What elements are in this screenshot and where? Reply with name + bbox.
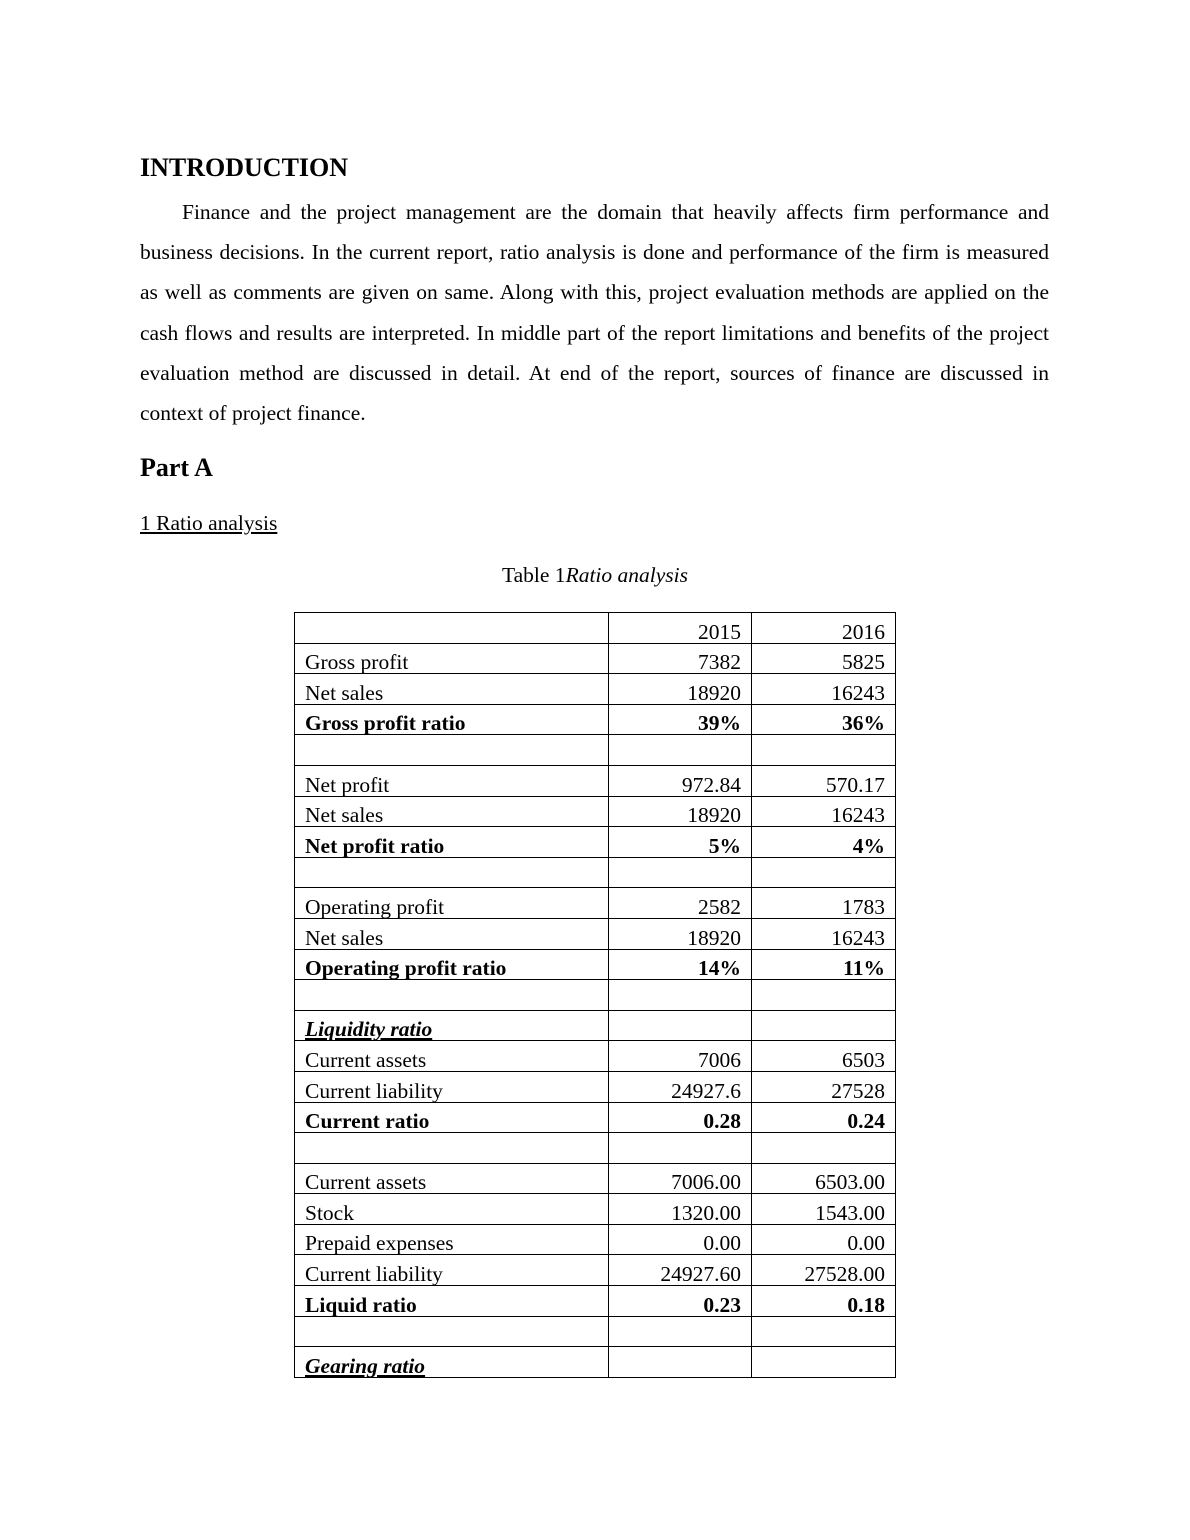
value-2016-cell: 16243 — [752, 796, 896, 827]
value-2015-cell — [609, 857, 752, 888]
value-2015-cell: 2582 — [609, 888, 752, 919]
value-2016-cell: 570.17 — [752, 765, 896, 796]
row-label-cell — [295, 980, 609, 1011]
value-2015-cell: 24927.60 — [609, 1255, 752, 1286]
table-row — [295, 1194, 896, 1225]
table-row — [295, 643, 896, 674]
table-row — [295, 1041, 896, 1072]
row-label-cell: Gearing ratio — [295, 1347, 609, 1378]
value-2016-cell — [752, 857, 896, 888]
value-2016-cell — [752, 1133, 896, 1164]
value-2015-cell: 0.00 — [609, 1224, 752, 1255]
table-caption — [0, 560, 1190, 590]
part-a-heading: Part A — [140, 453, 213, 482]
header-cell-2015: 2015 — [609, 613, 752, 644]
row-label-cell: Current assets — [295, 1163, 609, 1194]
value-2015-cell — [609, 1347, 752, 1378]
table-row — [295, 1071, 896, 1102]
table-row — [295, 704, 896, 735]
row-label-cell: Current liability — [295, 1071, 609, 1102]
header-cell-2016: 2016 — [752, 613, 896, 644]
value-2015-cell — [609, 980, 752, 1011]
row-label-cell: Current ratio — [295, 1102, 609, 1133]
table-row — [295, 918, 896, 949]
value-2015-cell: 7006 — [609, 1041, 752, 1072]
row-label-cell: Operating profit — [295, 888, 609, 919]
value-2016-cell: 27528 — [752, 1071, 896, 1102]
header-cell-label — [295, 613, 609, 644]
value-2016-cell — [752, 1316, 896, 1347]
value-2016-cell: 16243 — [752, 918, 896, 949]
value-2015-cell: 7382 — [609, 643, 752, 674]
value-2016-cell — [752, 980, 896, 1011]
row-label-cell: Gross profit — [295, 643, 609, 674]
value-2016-cell: 6503.00 — [752, 1163, 896, 1194]
table-row — [295, 827, 896, 858]
value-2015-cell — [609, 1133, 752, 1164]
value-2015-cell — [609, 1316, 752, 1347]
table-row — [295, 1224, 896, 1255]
row-label-cell: Gross profit ratio — [295, 704, 609, 735]
row-label-cell: Prepaid expenses — [295, 1224, 609, 1255]
value-2016-cell: 27528.00 — [752, 1255, 896, 1286]
row-label-cell: Stock — [295, 1194, 609, 1225]
value-2016-cell: 1783 — [752, 888, 896, 919]
row-label-cell: Current assets — [295, 1041, 609, 1072]
value-2016-cell — [752, 1010, 896, 1041]
value-2015-cell: 18920 — [609, 796, 752, 827]
row-label-cell: Net profit — [295, 765, 609, 796]
table-spacer-row — [295, 735, 896, 766]
value-2016-cell: 11% — [752, 949, 896, 980]
value-2015-cell: 5% — [609, 827, 752, 858]
table-spacer-row — [295, 1133, 896, 1164]
table-row — [295, 765, 896, 796]
value-2016-cell: 0.18 — [752, 1286, 896, 1317]
table-section-row — [295, 1010, 896, 1041]
row-label-cell: Net profit ratio — [295, 827, 609, 858]
table-spacer-row — [295, 1316, 896, 1347]
value-2015-cell: 24927.6 — [609, 1071, 752, 1102]
value-2015-cell: 18920 — [609, 918, 752, 949]
value-2015-cell: 14% — [609, 949, 752, 980]
row-label-cell — [295, 857, 609, 888]
row-label-cell: Liquid ratio — [295, 1286, 609, 1317]
value-2015-cell: 972.84 — [609, 765, 752, 796]
row-label-cell: Operating profit ratio — [295, 949, 609, 980]
value-2016-cell: 6503 — [752, 1041, 896, 1072]
value-2015-cell: 0.28 — [609, 1102, 752, 1133]
introduction-paragraph: Finance and the project management are the domain that heavily affects firm performance and business decisions. In the current report, ratio analysis is done and performance of the firm is measured as well as comments are given on same. Along with this, project evaluation methods are applied on the cash flows and results are interpreted. In middle part of the report limitations and benefits of the project evaluation method are discussed in detail. At end of the report, sources of finance are discussed in context of project finance. — [140, 200, 1049, 426]
row-label-cell: Liquidity ratio — [295, 1010, 609, 1041]
row-label-cell: Current liability — [295, 1255, 609, 1286]
row-label-cell: Net sales — [295, 796, 609, 827]
ratio-analysis-section-heading: 1 Ratio analysis — [140, 511, 278, 535]
table-row — [295, 796, 896, 827]
value-2016-cell: 0.00 — [752, 1224, 896, 1255]
value-2016-cell — [752, 1347, 896, 1378]
table-header-row — [295, 613, 896, 644]
value-2016-cell — [752, 735, 896, 766]
introduction-heading: INTRODUCTION — [140, 153, 349, 182]
table-row — [295, 1163, 896, 1194]
table-row — [295, 949, 896, 980]
value-2016-cell: 0.24 — [752, 1102, 896, 1133]
value-2015-cell: 7006.00 — [609, 1163, 752, 1194]
value-2016-cell: 36% — [752, 704, 896, 735]
table-section-row — [295, 1347, 896, 1378]
table-row — [295, 888, 896, 919]
value-2016-cell: 5825 — [752, 643, 896, 674]
row-label-cell — [295, 1133, 609, 1164]
value-2015-cell: 39% — [609, 704, 752, 735]
row-label-cell: Net sales — [295, 918, 609, 949]
table-spacer-row — [295, 980, 896, 1011]
table-row — [295, 1255, 896, 1286]
table-caption-prefix: Table 1 — [501, 563, 566, 587]
value-2015-cell: 0.23 — [609, 1286, 752, 1317]
table-row — [295, 1102, 896, 1133]
table-row — [295, 1286, 896, 1317]
table-spacer-row — [295, 857, 896, 888]
ratio-analysis-table — [294, 612, 896, 1378]
value-2015-cell — [609, 1010, 752, 1041]
row-label-cell: Net sales — [295, 674, 609, 705]
table-row — [295, 674, 896, 705]
value-2016-cell: 1543.00 — [752, 1194, 896, 1225]
table-caption-title: Ratio analysis — [565, 563, 688, 587]
value-2016-cell: 4% — [752, 827, 896, 858]
value-2015-cell: 1320.00 — [609, 1194, 752, 1225]
row-label-cell — [295, 735, 609, 766]
value-2015-cell — [609, 735, 752, 766]
value-2016-cell: 16243 — [752, 674, 896, 705]
value-2015-cell: 18920 — [609, 674, 752, 705]
row-label-cell — [295, 1316, 609, 1347]
